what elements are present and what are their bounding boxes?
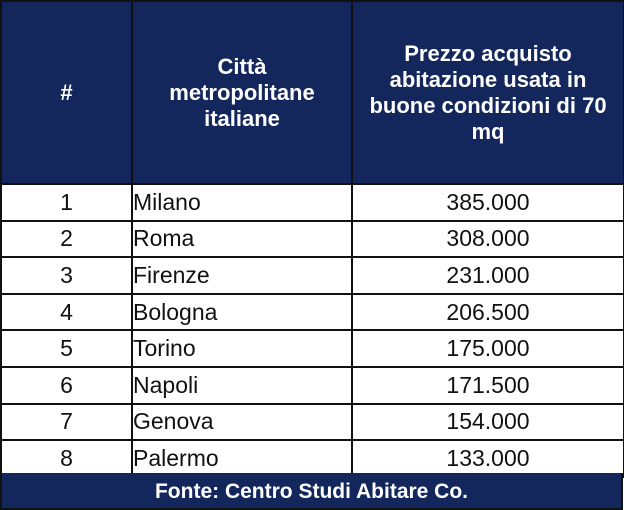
cell-number: 6 (1, 367, 132, 404)
cell-city: Firenze (132, 257, 352, 294)
table-body (1, 184, 624, 477)
cell-price: 133.000 (352, 440, 624, 477)
cell-city: Napoli (132, 367, 352, 404)
cell-price: 385.000 (352, 184, 624, 221)
table-row (1, 221, 624, 258)
header-number: # (1, 1, 132, 184)
cell-number: 7 (1, 404, 132, 441)
cell-city: Bologna (132, 294, 352, 331)
cell-price: 171.500 (352, 367, 624, 404)
cell-price: 175.000 (352, 330, 624, 367)
source-footer: Fonte: Centro Studi Abitare Co. (0, 473, 623, 510)
cell-city: Torino (132, 330, 352, 367)
cell-city: Roma (132, 221, 352, 258)
cell-price: 308.000 (352, 221, 624, 258)
cell-number: 5 (1, 330, 132, 367)
cell-number: 8 (1, 440, 132, 477)
cell-number: 1 (1, 184, 132, 221)
cell-city: Palermo (132, 440, 352, 477)
cell-price: 206.500 (352, 294, 624, 331)
table-row (1, 440, 624, 477)
header-price: Prezzo acquisto abitazione usata in buone condizioni di 70 mq (352, 1, 624, 184)
table-row (1, 367, 624, 404)
cell-city: Milano (132, 184, 352, 221)
table-row (1, 330, 624, 367)
cell-number: 3 (1, 257, 132, 294)
header-city: Città metropolitane italiane (132, 1, 352, 184)
table-row (1, 404, 624, 441)
cell-number: 4 (1, 294, 132, 331)
cell-price: 231.000 (352, 257, 624, 294)
table-row (1, 257, 624, 294)
table-row (1, 294, 624, 331)
cell-city: Genova (132, 404, 352, 441)
cell-number: 2 (1, 221, 132, 258)
header-row (1, 1, 624, 184)
cell-price: 154.000 (352, 404, 624, 441)
table-header (1, 1, 624, 184)
table-row (1, 184, 624, 221)
